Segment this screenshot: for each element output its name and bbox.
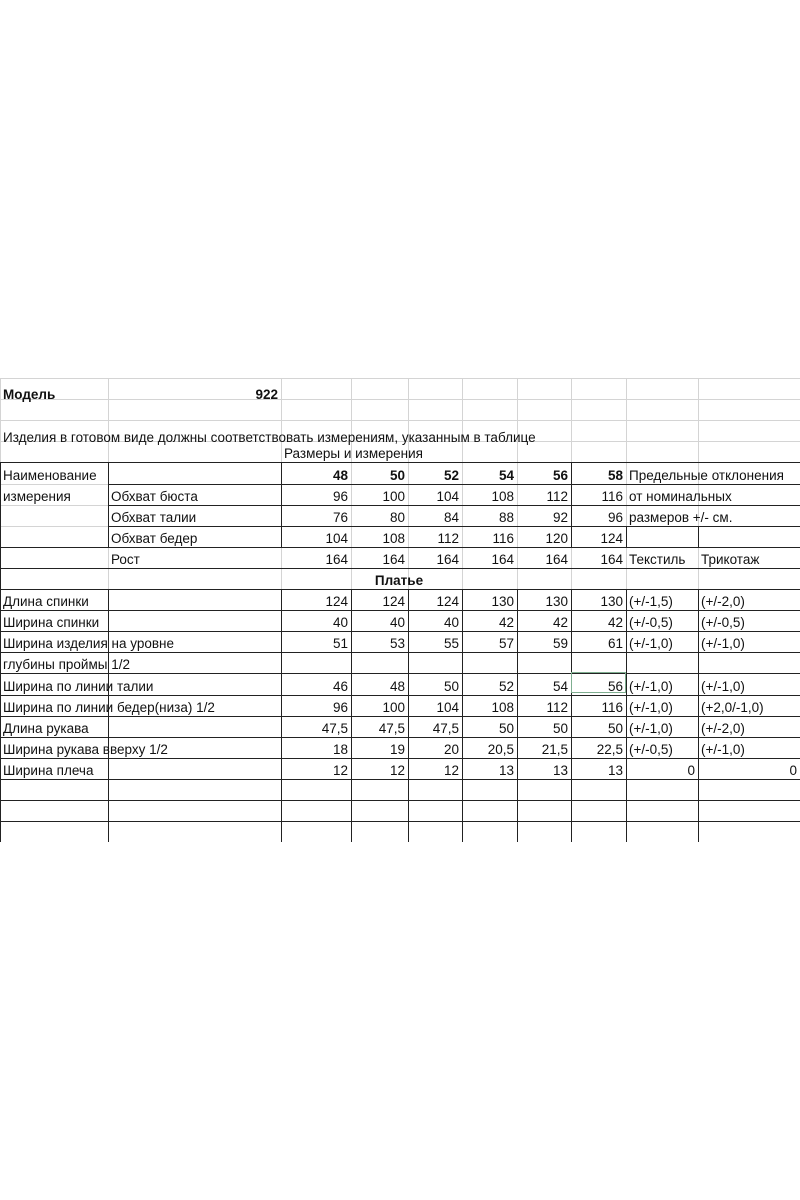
product-measure-label[interactable]: глубины проймы 1/2	[3, 657, 130, 672]
product-measure-value[interactable]: 59	[552, 636, 568, 651]
product-measure-label[interactable]: Ширина плеча	[3, 763, 94, 778]
knit-header[interactable]: Трикотаж	[701, 552, 760, 567]
body-measure-label[interactable]: Обхват бедер	[111, 531, 198, 546]
body-measure-value[interactable]: 84	[443, 510, 459, 525]
product-title[interactable]: Платье	[374, 573, 424, 588]
note-text[interactable]: Изделия в готовом виде должны соответствовать измерениям, указанным в таблице	[3, 430, 536, 445]
product-measure-value[interactable]: 19	[389, 742, 405, 757]
body-measure-value[interactable]: 108	[491, 489, 514, 504]
header-name-line1[interactable]: Наименование	[3, 468, 97, 483]
product-measure-value[interactable]: 100	[382, 700, 405, 715]
textile-tolerance[interactable]: 0	[687, 763, 695, 778]
product-measure-value[interactable]: 124	[325, 594, 348, 609]
body-measure-value[interactable]: 164	[325, 552, 348, 567]
product-measure-value[interactable]: 13	[498, 763, 514, 778]
textile-tolerance[interactable]: (+/-0,5)	[629, 742, 673, 757]
model-label[interactable]: Модель	[3, 387, 56, 402]
size-header[interactable]: 54	[498, 468, 514, 483]
product-measure-value[interactable]: 56	[607, 679, 623, 694]
product-measure-value[interactable]: 50	[607, 721, 623, 736]
product-measure-value[interactable]: 22,5	[596, 742, 623, 757]
product-measure-value[interactable]: 57	[498, 636, 514, 651]
product-measure-value[interactable]: 42	[498, 615, 514, 630]
knit-tolerance[interactable]: (+/-0,5)	[701, 615, 745, 630]
product-measure-value[interactable]: 116	[601, 700, 623, 715]
body-measure-value[interactable]: 164	[600, 552, 623, 567]
product-measure-value[interactable]: 13	[607, 763, 623, 778]
size-header[interactable]: 56	[552, 468, 568, 483]
product-measure-label[interactable]: Ширина по линии талии	[3, 679, 154, 694]
body-measure-value[interactable]: 164	[545, 552, 568, 567]
product-measure-value[interactable]: 40	[443, 615, 459, 630]
product-measure-value[interactable]: 42	[607, 615, 623, 630]
body-measure-label[interactable]: Обхват талии	[111, 510, 197, 525]
body-measure-value[interactable]: 116	[601, 489, 623, 504]
body-measure-value[interactable]: 164	[382, 552, 405, 567]
body-measure-value[interactable]: 104	[325, 531, 348, 546]
model-number[interactable]: 922	[255, 387, 278, 402]
body-measure-value[interactable]: 96	[332, 489, 348, 504]
product-measure-value[interactable]: 12	[389, 763, 405, 778]
product-measure-value[interactable]: 52	[498, 679, 514, 694]
product-measure-value[interactable]: 13	[552, 763, 568, 778]
product-measure-label[interactable]: Ширина по линии бедер(низа) 1/2	[3, 700, 215, 715]
body-measure-value[interactable]: 112	[546, 489, 568, 504]
product-measure-value[interactable]: 130	[600, 594, 623, 609]
product-measure-label[interactable]: Ширина изделия на уровне	[3, 636, 174, 651]
sizes-title[interactable]: Размеры и измерения	[284, 446, 423, 461]
body-measure-value[interactable]: 104	[436, 489, 459, 504]
body-measure-value[interactable]: 116	[492, 531, 514, 546]
product-measure-value[interactable]: 124	[382, 594, 405, 609]
product-measure-value[interactable]: 47,5	[321, 721, 348, 736]
product-measure-value[interactable]: 50	[443, 679, 459, 694]
product-measure-value[interactable]: 130	[491, 594, 514, 609]
product-measure-value[interactable]: 124	[436, 594, 459, 609]
textile-tolerance[interactable]: (+/-0,5)	[629, 615, 673, 630]
product-measure-value[interactable]: 12	[443, 763, 459, 778]
product-measure-value[interactable]: 12	[332, 763, 348, 778]
size-header[interactable]: 52	[443, 468, 459, 483]
product-measure-value[interactable]: 18	[332, 742, 348, 757]
body-measure-value[interactable]: 164	[491, 552, 514, 567]
product-measure-value[interactable]: 96	[332, 700, 348, 715]
product-measure-value[interactable]: 112	[546, 700, 568, 715]
product-measure-value[interactable]: 42	[552, 615, 568, 630]
product-measure-value[interactable]: 46	[332, 679, 348, 694]
body-measure-value[interactable]: 164	[436, 552, 459, 567]
knit-tolerance[interactable]: (+2,0/-1,0)	[701, 700, 764, 715]
product-measure-value[interactable]: 20,5	[487, 742, 514, 757]
body-measure-value[interactable]: 112	[437, 531, 459, 546]
product-measure-value[interactable]: 130	[545, 594, 568, 609]
product-measure-value[interactable]: 54	[552, 679, 568, 694]
size-header[interactable]: 48	[332, 468, 348, 483]
knit-tolerance[interactable]: (+/-1,0)	[701, 636, 745, 651]
body-measure-value[interactable]: 120	[545, 531, 568, 546]
body-measure-value[interactable]: 124	[600, 531, 623, 546]
product-measure-value[interactable]: 47,5	[432, 721, 459, 736]
textile-tolerance[interactable]: (+/-1,0)	[629, 700, 673, 715]
body-measure-value[interactable]: 76	[332, 510, 348, 525]
product-measure-value[interactable]: 48	[389, 679, 405, 694]
body-measure-value[interactable]: 92	[552, 510, 568, 525]
product-measure-label[interactable]: Длина спинки	[3, 594, 89, 609]
product-measure-label[interactable]: Ширина рукава вверху 1/2	[3, 742, 168, 757]
body-measure-value[interactable]: 108	[382, 531, 405, 546]
product-measure-value[interactable]: 20	[443, 742, 459, 757]
knit-tolerance[interactable]: (+/-2,0)	[701, 594, 745, 609]
product-measure-value[interactable]: 51	[332, 636, 348, 651]
knit-tolerance[interactable]: 0	[789, 763, 797, 778]
product-measure-value[interactable]: 40	[389, 615, 405, 630]
product-measure-value[interactable]: 50	[552, 721, 568, 736]
product-measure-value[interactable]: 21,5	[541, 742, 568, 757]
textile-tolerance[interactable]: (+/-1,5)	[629, 594, 673, 609]
product-measure-label[interactable]: Длина рукава	[3, 721, 89, 736]
textile-tolerance[interactable]: (+/-1,0)	[629, 679, 673, 694]
measurement-spreadsheet	[0, 378, 800, 842]
size-header[interactable]: 50	[389, 468, 405, 483]
product-measure-value[interactable]: 50	[498, 721, 514, 736]
product-measure-value[interactable]: 55	[443, 636, 459, 651]
product-measure-value[interactable]: 104	[436, 700, 459, 715]
textile-tolerance[interactable]: (+/-1,0)	[629, 721, 673, 736]
selected-cell[interactable]	[571, 672, 626, 693]
body-measure-value[interactable]: 80	[389, 510, 405, 525]
body-measure-value[interactable]: 96	[607, 510, 623, 525]
product-measure-value[interactable]: 47,5	[378, 721, 405, 736]
body-measure-label[interactable]: Рост	[111, 552, 140, 567]
body-measure-value[interactable]: 100	[382, 489, 405, 504]
product-measure-value[interactable]: 108	[491, 700, 514, 715]
product-measure-value[interactable]: 53	[389, 636, 405, 651]
product-measure-value[interactable]: 61	[607, 636, 623, 651]
textile-tolerance[interactable]: (+/-1,0)	[629, 636, 673, 651]
header-name-line2[interactable]: измерения	[3, 489, 71, 504]
tolerance-line3[interactable]: размеров +/- см.	[629, 510, 733, 525]
body-measure-value[interactable]: 88	[498, 510, 514, 525]
product-measure-label[interactable]: Ширина спинки	[3, 615, 100, 630]
textile-header[interactable]: Текстиль	[629, 552, 686, 567]
body-measure-label[interactable]: Обхват бюста	[111, 489, 198, 504]
product-measure-value[interactable]: 40	[332, 615, 348, 630]
tolerance-line2[interactable]: от номинальных	[629, 489, 732, 504]
knit-tolerance[interactable]: (+/-1,0)	[701, 679, 745, 694]
tolerance-line1[interactable]: Предельные отклонения	[629, 468, 784, 483]
knit-tolerance[interactable]: (+/-1,0)	[701, 742, 745, 757]
knit-tolerance[interactable]: (+/-2,0)	[701, 721, 745, 736]
size-header[interactable]: 58	[607, 468, 623, 483]
